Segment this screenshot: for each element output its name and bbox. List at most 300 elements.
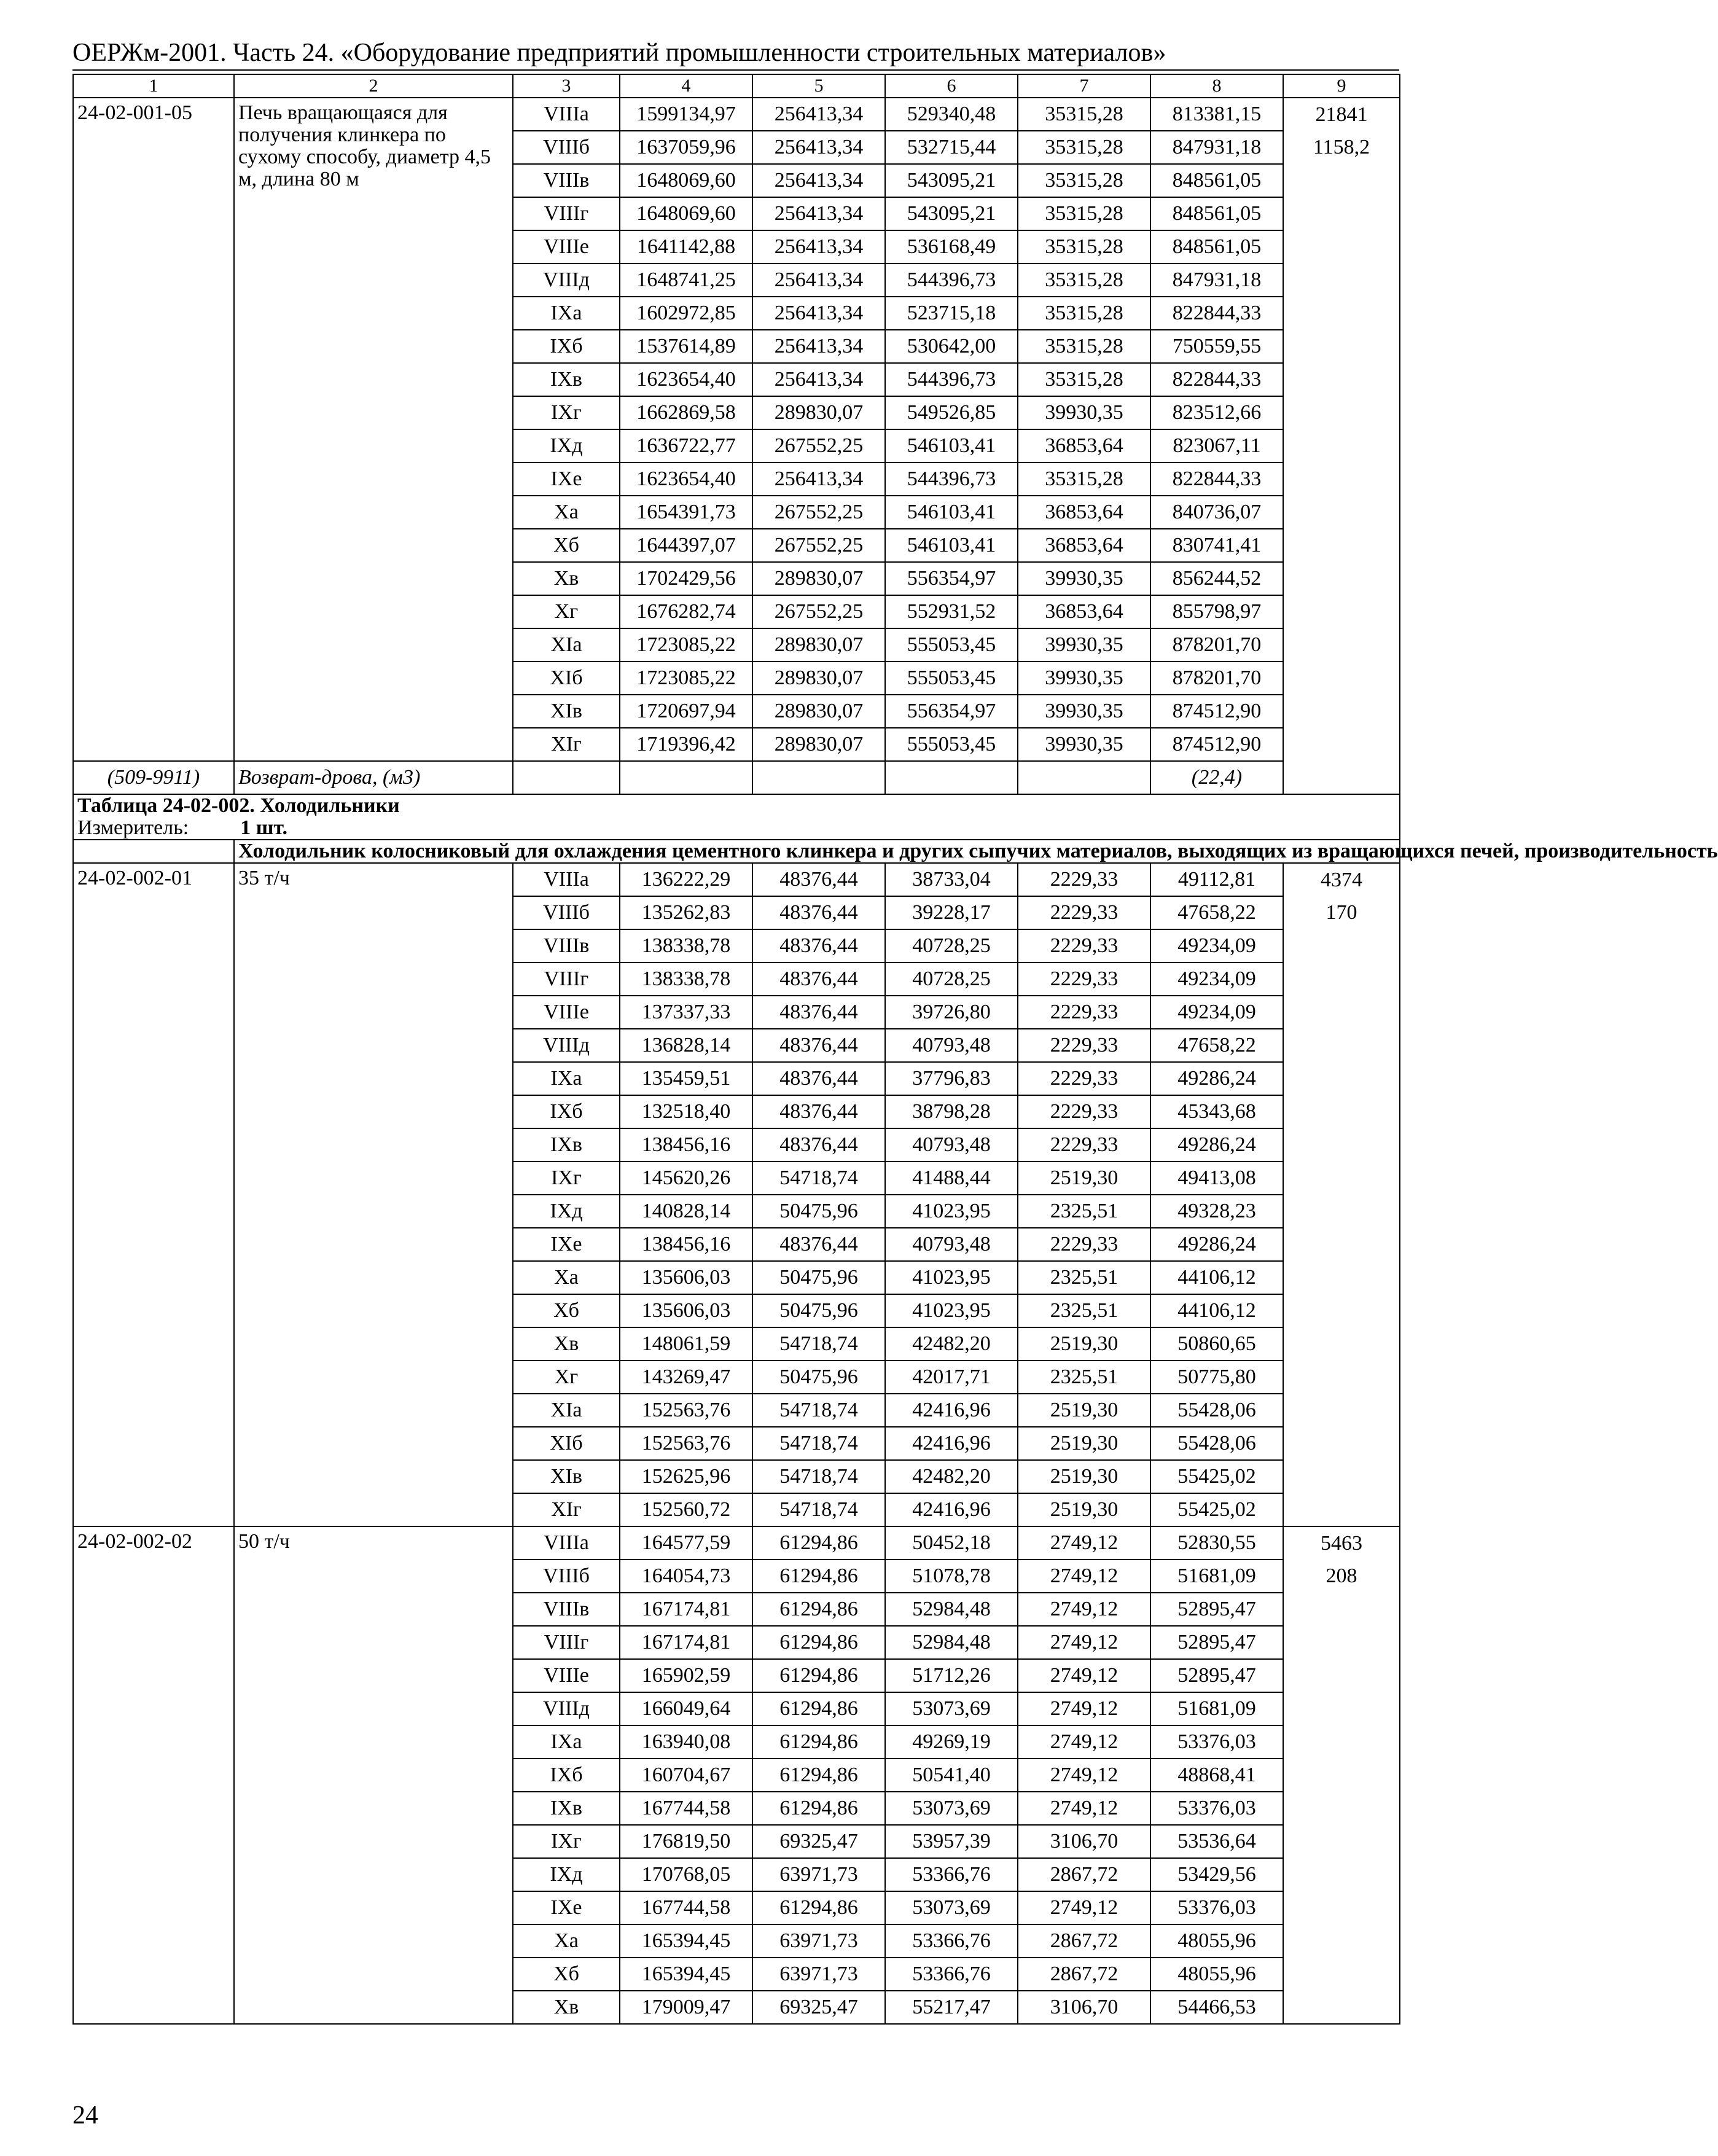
price-cell: 750559,55 [1150,330,1283,363]
zone-cell: IXд [513,1858,620,1891]
price-cell: 179009,47 [620,1991,752,2024]
price-cell: 1644397,07 [620,529,752,562]
return-name: Возврат-дрова, (м3) [234,761,513,794]
price-cell: 55428,06 [1150,1394,1283,1427]
extra-cell [1283,996,1400,1029]
price-cell: 256413,34 [752,463,885,496]
price-cell: 35315,28 [1018,363,1150,396]
zone-cell: VIIIе [513,1659,620,1692]
zone-cell: Xв [513,1991,620,2024]
measure-label: Измеритель: [77,816,189,839]
price-cell: 532715,44 [885,131,1018,164]
resource-code: 24-02-002-01 [73,863,234,1526]
return-code: (509-9911) [73,761,234,794]
zone-cell: VIIIе [513,996,620,1029]
price-cell: 138456,16 [620,1228,752,1261]
price-cell: 35315,28 [1018,264,1150,297]
price-cell: 48376,44 [752,929,885,963]
price-cell: 167744,58 [620,1792,752,1825]
price-cell: 544396,73 [885,264,1018,297]
zone-cell: XIв [513,1460,620,1493]
zone-cell: XIб [513,662,620,695]
price-cell: 2749,12 [1018,1792,1150,1825]
extra-cell [1283,297,1400,330]
price-cell: 856244,52 [1150,562,1283,595]
price-cell: 38733,04 [885,863,1018,896]
zone-cell: XIв [513,695,620,728]
zone-cell: VIIIг [513,963,620,996]
resource-name: Печь вращающаяся для получения клинкера по сухому способу, диаметр 4,5 м, длина 80 м [234,98,513,761]
zone-cell: XIа [513,628,620,662]
zone-cell: IXе [513,463,620,496]
price-cell: 51712,26 [885,1659,1018,1692]
zone-cell: VIIIб [513,896,620,929]
zone-cell: VIIIб [513,1560,620,1593]
price-cell: 2229,33 [1018,963,1150,996]
price-cell: 1676282,74 [620,595,752,628]
price-cell: 40793,48 [885,1029,1018,1062]
extra-cell [1283,728,1400,761]
measure-value: 1 шт. [240,816,288,839]
price-cell: 256413,34 [752,197,885,230]
zone-cell: IXб [513,330,620,363]
zone-cell: Xа [513,1261,620,1294]
price-cell: 50541,40 [885,1759,1018,1792]
price-cell: 53073,69 [885,1891,1018,1924]
price-cell: 1623654,40 [620,363,752,396]
zone-cell: IXв [513,363,620,396]
price-cell: 42416,96 [885,1493,1018,1526]
price-cell: 289830,07 [752,662,885,695]
price-cell: 2229,33 [1018,1128,1150,1162]
return-row [73,761,1400,794]
price-cell: 35315,28 [1018,164,1150,197]
price-cell: 42416,96 [885,1427,1018,1460]
price-cell: 1719396,42 [620,728,752,761]
zone-cell: VIIIв [513,164,620,197]
price-cell: 2325,51 [1018,1261,1150,1294]
price-cell: 165394,45 [620,1958,752,1991]
price-cell: 1648741,25 [620,264,752,297]
price-cell: 61294,86 [752,1692,885,1725]
extra-cell [1283,628,1400,662]
price-cell: 256413,34 [752,164,885,197]
extra-cell [1283,1195,1400,1228]
price-cell: 44106,12 [1150,1261,1283,1294]
price-cell: 61294,86 [752,1891,885,1924]
price-cell: 61294,86 [752,1560,885,1593]
extra-cell [1283,1759,1400,1792]
price-cell: 54718,74 [752,1327,885,1361]
price-cell: 2749,12 [1018,1725,1150,1759]
price-cell: 61294,86 [752,1725,885,1759]
price-cell: 847931,18 [1150,131,1283,164]
extra-cell: 4374 [1283,863,1400,896]
price-cell: 49328,23 [1150,1195,1283,1228]
price-cell: 132518,40 [620,1095,752,1128]
price-cell: 523715,18 [885,297,1018,330]
zone-cell: Xа [513,1924,620,1958]
price-cell: 50860,65 [1150,1327,1283,1361]
zone-cell: Xб [513,1294,620,1327]
price-cell: 2867,72 [1018,1924,1150,1958]
price-cell: 2749,12 [1018,1626,1150,1659]
extra-cell [1283,1261,1400,1294]
zone-cell: IXг [513,1825,620,1858]
price-cell: 53366,76 [885,1858,1018,1891]
zone-cell: IXе [513,1228,620,1261]
price-cell: 50475,96 [752,1361,885,1394]
price-cell: 1637059,96 [620,131,752,164]
price-cell: 822844,33 [1150,463,1283,496]
price-cell: 54718,74 [752,1394,885,1427]
column-number-row [73,74,1400,98]
price-cell: 2519,30 [1018,1460,1150,1493]
price-cell: 267552,25 [752,595,885,628]
price-cell: 167174,81 [620,1593,752,1626]
price-cell: 61294,86 [752,1759,885,1792]
resource-name: 35 т/ч [234,863,513,1526]
price-cell: 41023,95 [885,1294,1018,1327]
extra-cell [1283,1128,1400,1162]
price-cell: 874512,90 [1150,728,1283,761]
price-cell: 152563,76 [620,1427,752,1460]
zone-cell: VIIIа [513,98,620,131]
price-cell: 69325,47 [752,1825,885,1858]
price-cell: 39930,35 [1018,628,1150,662]
zone-cell: XIг [513,1493,620,1526]
price-cell: 256413,34 [752,264,885,297]
price-cell: 2749,12 [1018,1891,1150,1924]
zone-cell: IXв [513,1792,620,1825]
price-cell: 2229,33 [1018,1228,1150,1261]
price-cell: 35315,28 [1018,230,1150,264]
price-cell: 267552,25 [752,529,885,562]
extra-cell [1283,496,1400,529]
zone-cell: VIIIг [513,197,620,230]
extra-cell: 170 [1283,896,1400,929]
price-cell: 1702429,56 [620,562,752,595]
price-cell: 848561,05 [1150,164,1283,197]
extra-cell [1283,1991,1400,2024]
price-cell: 53073,69 [885,1692,1018,1725]
price-cell: 2519,30 [1018,1427,1150,1460]
price-cell: 2325,51 [1018,1195,1150,1228]
price-cell: 53957,39 [885,1825,1018,1858]
price-cell: 52984,48 [885,1626,1018,1659]
price-cell: 35315,28 [1018,131,1150,164]
extra-cell [1283,429,1400,463]
price-cell: 536168,49 [885,230,1018,264]
price-cell: 61294,86 [752,1626,885,1659]
empty-cell [885,761,1018,794]
price-cell: 1641142,88 [620,230,752,264]
extra-cell [1283,1825,1400,1858]
price-cell: 39930,35 [1018,396,1150,429]
column-number: 4 [620,74,752,98]
table-row [73,98,1400,131]
price-cell: 38798,28 [885,1095,1018,1128]
price-cell: 2229,33 [1018,929,1150,963]
price-cell: 167744,58 [620,1891,752,1924]
empty-cell [73,840,234,863]
price-cell: 136222,29 [620,863,752,896]
price-cell: 1723085,22 [620,628,752,662]
price-cell: 529340,48 [885,98,1018,131]
zone-cell: Xг [513,1361,620,1394]
zone-cell: Xв [513,1327,620,1361]
price-cell: 48376,44 [752,1095,885,1128]
extra-cell [1283,363,1400,396]
zone-cell: VIIIв [513,929,620,963]
price-cell: 256413,34 [752,131,885,164]
extra-cell [1283,1725,1400,1759]
price-cell: 166049,64 [620,1692,752,1725]
price-cell: 546103,41 [885,529,1018,562]
extra-cell: 1158,2 [1283,131,1400,164]
extra-cell [1283,695,1400,728]
price-cell: 256413,34 [752,330,885,363]
extra-cell [1283,1792,1400,1825]
extra-cell [1283,1593,1400,1626]
price-cell: 256413,34 [752,363,885,396]
zone-cell: Xв [513,562,620,595]
price-cell: 3106,70 [1018,1991,1150,2024]
price-cell: 164054,73 [620,1560,752,1593]
price-cell: 256413,34 [752,297,885,330]
price-cell: 53376,03 [1150,1891,1283,1924]
extra-cell: 21841 [1283,98,1400,131]
price-cell: 1599134,97 [620,98,752,131]
return-value: (22,4) [1150,761,1283,794]
price-cell: 135606,03 [620,1294,752,1327]
zone-cell: VIIIб [513,131,620,164]
table-row [73,863,1400,896]
price-cell: 2749,12 [1018,1759,1150,1792]
zone-cell: IXа [513,1062,620,1095]
extra-cell [1283,1692,1400,1725]
price-cell: 2519,30 [1018,1394,1150,1427]
description-row [73,840,1400,863]
price-cell: 40793,48 [885,1228,1018,1261]
price-cell: 830741,41 [1150,529,1283,562]
extra-cell [1283,963,1400,996]
price-cell: 136828,14 [620,1029,752,1062]
resource-name: 50 т/ч [234,1526,513,2024]
price-cell: 53073,69 [885,1792,1018,1825]
price-cell: 55425,02 [1150,1460,1283,1493]
price-cell: 61294,86 [752,1659,885,1692]
extra-cell [1283,1427,1400,1460]
price-cell: 51078,78 [885,1560,1018,1593]
zone-cell: IXб [513,1095,620,1128]
price-cell: 55428,06 [1150,1427,1283,1460]
price-cell: 41023,95 [885,1261,1018,1294]
price-cell: 61294,86 [752,1792,885,1825]
price-cell: 2519,30 [1018,1493,1150,1526]
price-cell: 47658,22 [1150,896,1283,929]
price-cell: 267552,25 [752,496,885,529]
price-cell: 556354,97 [885,695,1018,728]
column-number: 5 [752,74,885,98]
extra-cell [1283,1659,1400,1692]
price-cell: 2229,33 [1018,1029,1150,1062]
empty-cell [620,761,752,794]
price-cell: 54718,74 [752,1427,885,1460]
price-cell: 35315,28 [1018,98,1150,131]
price-cell: 848561,05 [1150,230,1283,264]
price-cell: 1648069,60 [620,197,752,230]
price-cell: 143269,47 [620,1361,752,1394]
price-cell: 135606,03 [620,1261,752,1294]
price-cell: 48055,96 [1150,1924,1283,1958]
price-cell: 847931,18 [1150,264,1283,297]
price-cell: 2229,33 [1018,863,1150,896]
price-cell: 42017,71 [885,1361,1018,1394]
price-cell: 135262,83 [620,896,752,929]
price-cell: 48055,96 [1150,1958,1283,1991]
price-cell: 2519,30 [1018,1327,1150,1361]
price-cell: 40728,25 [885,963,1018,996]
extra-cell [1283,463,1400,496]
price-cell: 42416,96 [885,1394,1018,1427]
extra-cell: 208 [1283,1560,1400,1593]
price-cell: 546103,41 [885,496,1018,529]
zone-cell: VIIIд [513,1029,620,1062]
price-cell: 544396,73 [885,463,1018,496]
zone-cell: IXа [513,297,620,330]
price-cell: 49269,19 [885,1725,1018,1759]
price-cell: 39228,17 [885,896,1018,929]
price-cell: 39930,35 [1018,728,1150,761]
zone-cell: IXа [513,1725,620,1759]
price-cell: 140828,14 [620,1195,752,1228]
empty-cell [1283,761,1400,794]
price-cell: 39930,35 [1018,562,1150,595]
price-cell: 47658,22 [1150,1029,1283,1062]
price-cell: 289830,07 [752,396,885,429]
extra-cell [1283,929,1400,963]
price-cell: 36853,64 [1018,595,1150,628]
zone-cell: VIIIа [513,863,620,896]
price-cell: 50775,80 [1150,1361,1283,1394]
price-cell: 165902,59 [620,1659,752,1692]
price-cell: 170768,05 [620,1858,752,1891]
price-cell: 48376,44 [752,1228,885,1261]
price-cell: 256413,34 [752,230,885,264]
price-cell: 51681,09 [1150,1560,1283,1593]
extra-cell [1283,529,1400,562]
price-cell: 2325,51 [1018,1294,1150,1327]
extra-cell [1283,662,1400,695]
price-cell: 2229,33 [1018,1062,1150,1095]
price-cell: 39726,80 [885,996,1018,1029]
page-header: ОЕРЖм-2001. Часть 24. «Оборудование предприятий промышленности строительных материалов» [72,39,1166,67]
price-cell: 36853,64 [1018,496,1150,529]
price-cell: 289830,07 [752,628,885,662]
price-cell: 552931,52 [885,595,1018,628]
price-cell: 50475,96 [752,1261,885,1294]
price-cell: 878201,70 [1150,662,1283,695]
price-cell: 2867,72 [1018,1958,1150,1991]
extra-cell [1283,164,1400,197]
price-cell: 556354,97 [885,562,1018,595]
price-cell: 549526,85 [885,396,1018,429]
extra-cell [1283,1394,1400,1427]
price-cell: 41488,44 [885,1162,1018,1195]
zone-cell: Xб [513,529,620,562]
column-number: 2 [234,74,513,98]
extra-cell [1283,264,1400,297]
zone-cell: IXг [513,1162,620,1195]
price-cell: 39930,35 [1018,695,1150,728]
zone-cell: VIIIа [513,1526,620,1560]
price-cell: 163940,08 [620,1725,752,1759]
extra-cell [1283,1228,1400,1261]
column-number: 6 [885,74,1018,98]
extra-cell [1283,1958,1400,1991]
zone-cell: VIIIд [513,1692,620,1725]
extra-cell [1283,1029,1400,1062]
price-cell: 48376,44 [752,1029,885,1062]
column-number: 8 [1150,74,1283,98]
price-cell: 1636722,77 [620,429,752,463]
price-cell: 39930,35 [1018,662,1150,695]
price-cell: 2519,30 [1018,1162,1150,1195]
price-cell: 48376,44 [752,1128,885,1162]
price-cell: 160704,67 [620,1759,752,1792]
price-cell: 1662869,58 [620,396,752,429]
zone-cell: Xг [513,595,620,628]
price-cell: 48376,44 [752,1062,885,1095]
measure-row [73,817,1400,840]
price-cell: 2229,33 [1018,1095,1150,1128]
price-cell: 2749,12 [1018,1692,1150,1725]
price-cell: 55425,02 [1150,1493,1283,1526]
extra-cell [1283,1062,1400,1095]
price-cell: 878201,70 [1150,628,1283,662]
price-cell: 289830,07 [752,562,885,595]
price-cell: 813381,15 [1150,98,1283,131]
price-cell: 48868,41 [1150,1759,1283,1792]
price-cell: 855798,97 [1150,595,1283,628]
price-cell: 52895,47 [1150,1659,1283,1692]
price-cell: 40793,48 [885,1128,1018,1162]
price-cell: 63971,73 [752,1958,885,1991]
price-cell: 874512,90 [1150,695,1283,728]
price-cell: 822844,33 [1150,363,1283,396]
extra-cell [1283,1493,1400,1526]
price-cell: 54718,74 [752,1460,885,1493]
resource-code: 24-02-001-05 [73,98,234,761]
group-description: Холодильник колосниковый для охлаждения цементного клинкера и других сыпучих материалов, выходящих из вращающихся печей, производительность [234,840,1400,863]
price-cell: 840736,07 [1150,496,1283,529]
price-cell: 45343,68 [1150,1095,1283,1128]
zone-cell: VIIIв [513,1593,620,1626]
extra-cell [1283,1626,1400,1659]
price-table [72,74,1718,2025]
price-cell: 135459,51 [620,1062,752,1095]
price-cell: 138338,78 [620,963,752,996]
extra-cell: 5463 [1283,1526,1400,1560]
price-cell: 35315,28 [1018,330,1150,363]
price-cell: 3106,70 [1018,1825,1150,1858]
measure [73,817,1400,840]
price-cell: 555053,45 [885,728,1018,761]
price-cell: 53366,76 [885,1924,1018,1958]
table-title-row [73,794,1400,817]
price-cell: 1654391,73 [620,496,752,529]
